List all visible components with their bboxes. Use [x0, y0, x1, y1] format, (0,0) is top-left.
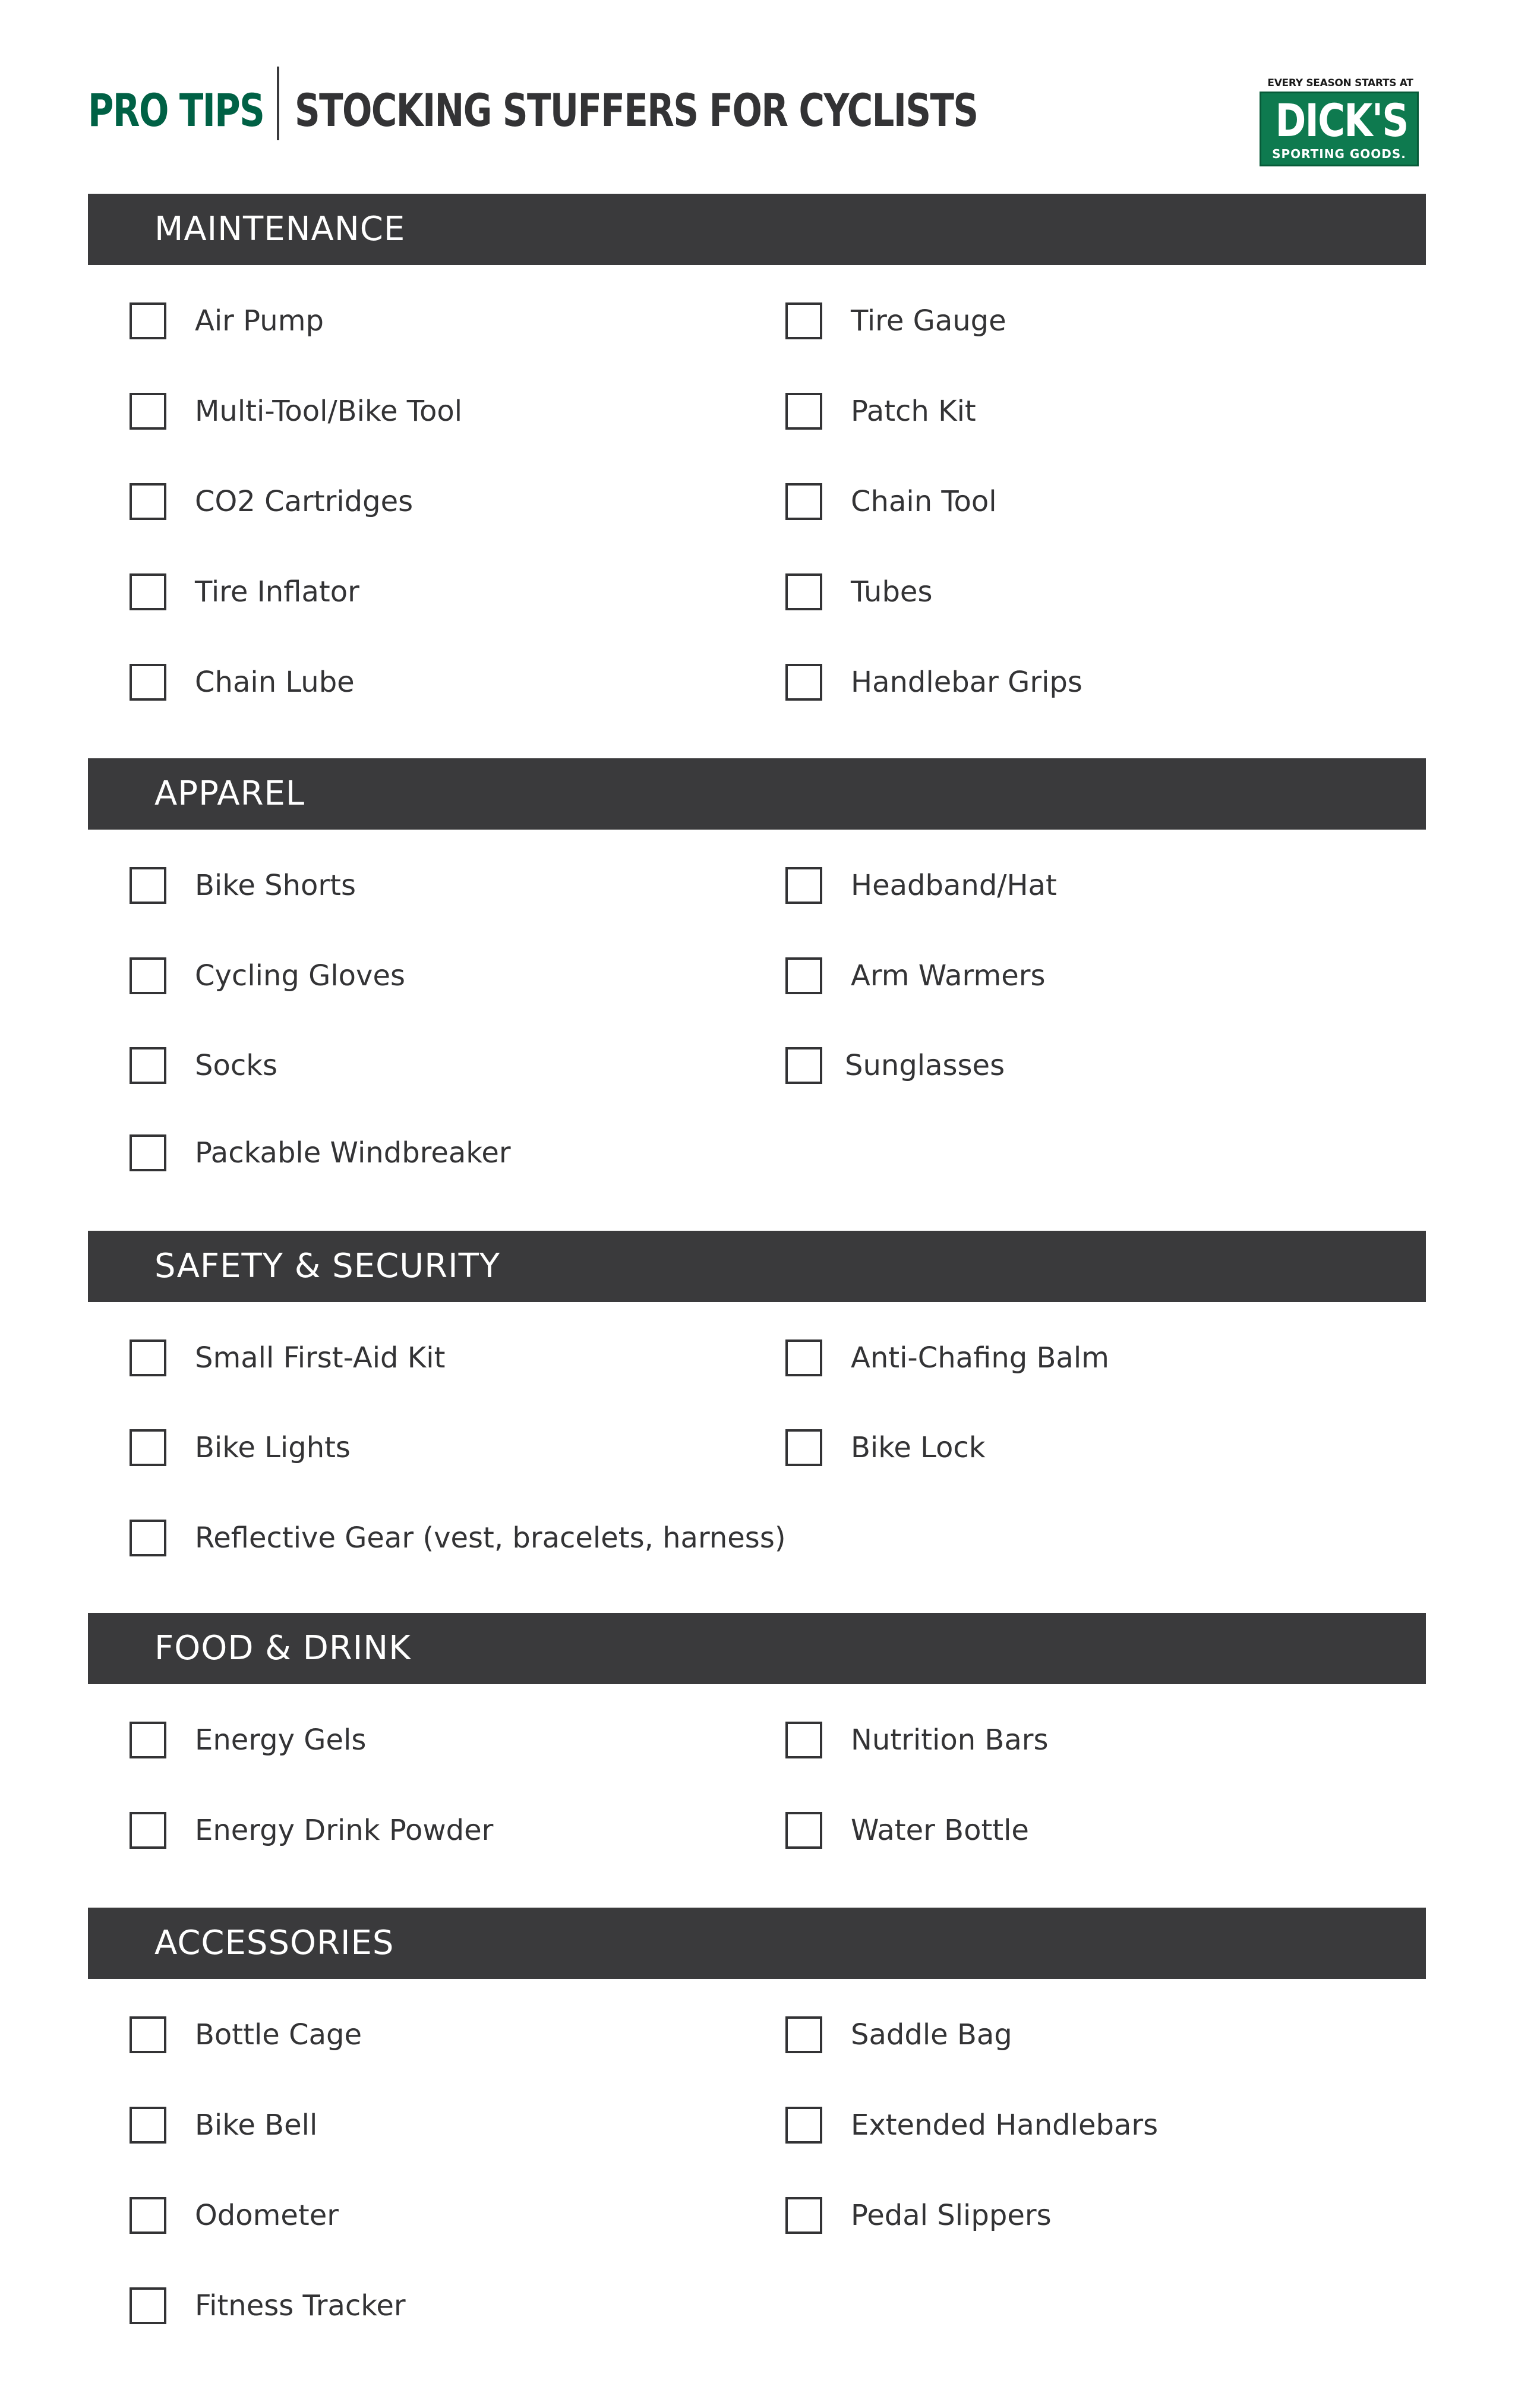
item-label: Energy Drink Powder	[195, 1814, 494, 1847]
checkbox-icon[interactable]	[785, 1429, 822, 1466]
checkbox-icon[interactable]	[130, 483, 166, 520]
item-label: Bike Lights	[195, 1431, 351, 1464]
item-label: Socks	[195, 1049, 278, 1082]
item-label: Odometer	[195, 2199, 339, 2232]
checkbox-icon[interactable]	[130, 1134, 166, 1171]
checkbox-icon[interactable]	[785, 573, 822, 610]
checkbox-icon[interactable]	[785, 302, 822, 339]
item-label: Anti-Chafing Balm	[851, 1341, 1109, 1375]
section-title: ACCESSORIES	[154, 1924, 394, 1962]
checkbox-icon[interactable]	[785, 1339, 822, 1376]
item-label: Small First-Aid Kit	[195, 1341, 446, 1375]
checkbox-icon[interactable]	[130, 573, 166, 610]
item-label: Chain Tool	[851, 485, 997, 518]
item-label: Patch Kit	[851, 395, 976, 428]
item-label: Multi-Tool/Bike Tool	[195, 395, 463, 428]
item-label: Tire Inflator	[195, 575, 359, 609]
checkbox-icon[interactable]	[130, 867, 166, 904]
item-label: Reflective Gear (vest, bracelets, harness)	[195, 1521, 786, 1555]
checkbox-icon[interactable]	[785, 2107, 822, 2144]
checkbox-icon[interactable]	[130, 1047, 166, 1084]
item-label: Bike Shorts	[195, 869, 356, 902]
checkbox-icon[interactable]	[130, 1429, 166, 1466]
checkbox-icon[interactable]	[130, 302, 166, 339]
item-label: Bike Lock	[851, 1431, 986, 1464]
item-label: Headband/Hat	[851, 869, 1057, 902]
item-label: Nutrition Bars	[851, 1723, 1049, 1757]
checkbox-icon[interactable]	[130, 1520, 166, 1556]
item-label: Handlebar Grips	[851, 666, 1082, 699]
checkbox-icon[interactable]	[130, 2107, 166, 2144]
title-divider	[277, 67, 279, 140]
checkbox-icon[interactable]	[130, 664, 166, 701]
checkbox-icon[interactable]	[785, 1812, 822, 1849]
item-label: Extended Handlebars	[851, 2108, 1159, 2142]
checkbox-icon[interactable]	[130, 2287, 166, 2324]
item-label: Tire Gauge	[851, 304, 1006, 338]
item-label: Pedal Slippers	[851, 2199, 1052, 2232]
checkbox-icon[interactable]	[130, 1722, 166, 1758]
checkbox-icon[interactable]	[785, 957, 822, 994]
checkbox-icon[interactable]	[130, 1339, 166, 1376]
item-label: Energy Gels	[195, 1723, 367, 1757]
section-title: MAINTENANCE	[154, 210, 406, 248]
checkbox-icon[interactable]	[130, 1812, 166, 1849]
item-label: Fitness Tracker	[195, 2289, 406, 2322]
item-label: CO2 Cartridges	[195, 485, 414, 518]
section-header-food-drink	[88, 1613, 1426, 1684]
checkbox-icon[interactable]	[130, 957, 166, 994]
section-header-safety-security	[88, 1231, 1426, 1302]
checkbox-icon[interactable]	[785, 2016, 822, 2053]
checkbox-icon[interactable]	[785, 1722, 822, 1758]
item-label: Bike Bell	[195, 2108, 318, 2142]
checkbox-icon[interactable]	[130, 393, 166, 430]
section-title: SAFETY & SECURITY	[154, 1247, 501, 1285]
logo-tagline: EVERY SEASON STARTS AT	[1267, 77, 1413, 89]
section-title: APPAREL	[154, 774, 305, 813]
logo-badge	[1260, 92, 1419, 166]
item-label: Chain Lube	[195, 666, 355, 699]
logo-brand: DICK'S	[1275, 94, 1408, 147]
page-title: STOCKING STUFFERS FOR CYCLISTS	[295, 84, 978, 137]
section-title: FOOD & DRINK	[154, 1629, 411, 1668]
item-label: Sunglasses	[845, 1049, 1005, 1082]
section-header-accessories	[88, 1908, 1426, 1979]
checkbox-icon[interactable]	[130, 2016, 166, 2053]
item-label: Tubes	[851, 575, 933, 609]
section-header-maintenance	[88, 194, 1426, 265]
item-label: Saddle Bag	[851, 2018, 1012, 2051]
checkbox-icon[interactable]	[785, 483, 822, 520]
page-header	[88, 67, 1426, 168]
checkbox-icon[interactable]	[785, 664, 822, 701]
checkbox-icon[interactable]	[130, 2197, 166, 2234]
checkbox-icon[interactable]	[785, 867, 822, 904]
item-label: Arm Warmers	[851, 959, 1046, 992]
item-label: Cycling Gloves	[195, 959, 405, 992]
logo-subtitle: SPORTING GOODS.	[1272, 147, 1406, 161]
section-header-apparel	[88, 758, 1426, 830]
item-label: Water Bottle	[851, 1814, 1029, 1847]
checkbox-icon[interactable]	[785, 2197, 822, 2234]
pro-tips-label: PRO TIPS	[88, 84, 264, 137]
checkbox-icon[interactable]	[785, 1047, 822, 1084]
item-label: Bottle Cage	[195, 2018, 362, 2051]
item-label: Packable Windbreaker	[195, 1136, 511, 1170]
dicks-logo	[1257, 77, 1424, 172]
item-label: Air Pump	[195, 304, 324, 338]
checkbox-icon[interactable]	[785, 393, 822, 430]
